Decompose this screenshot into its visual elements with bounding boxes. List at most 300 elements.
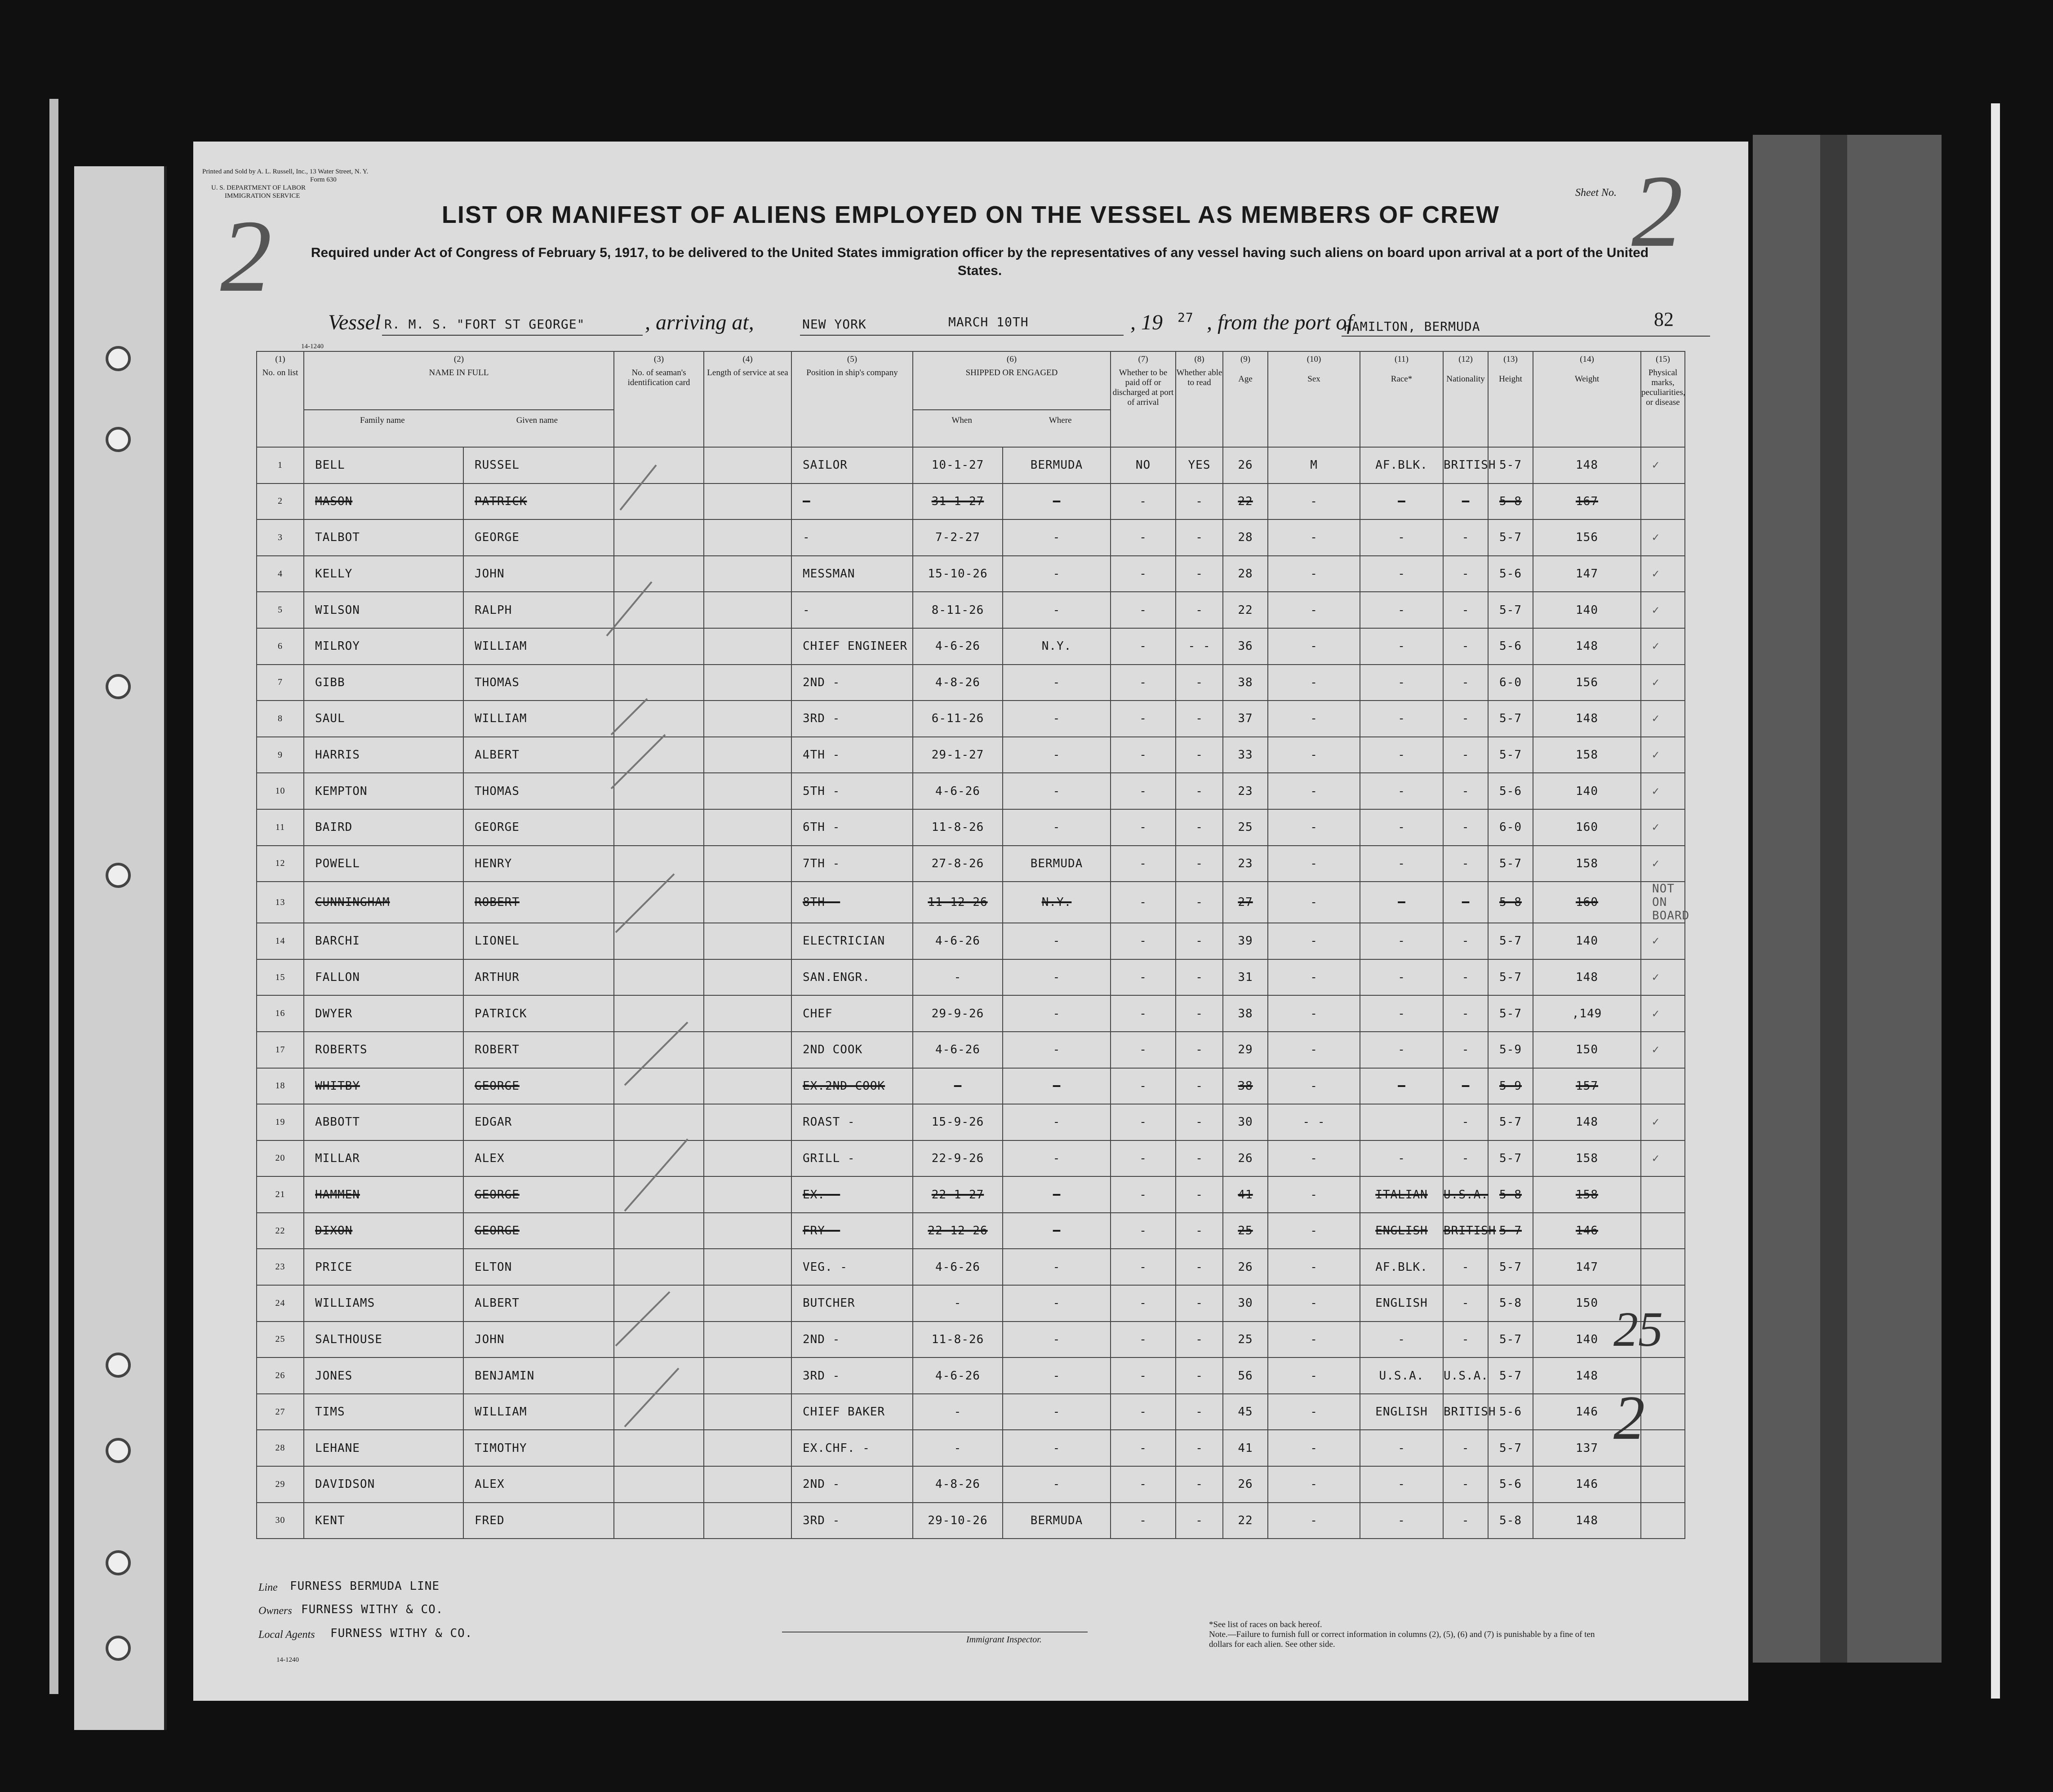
row-number: 28 xyxy=(257,1430,304,1466)
family-name: HAMMEN xyxy=(304,1176,463,1213)
row-number: 30 xyxy=(257,1503,304,1539)
physical-marks: ✓ xyxy=(1641,995,1685,1032)
physical-marks: ✓ xyxy=(1641,959,1685,996)
shipped-where: - xyxy=(1003,1213,1111,1249)
weight: 140 xyxy=(1533,592,1641,628)
row-number: 14 xyxy=(257,923,304,959)
able-to-read: - xyxy=(1176,882,1223,923)
age: 25 xyxy=(1223,809,1268,846)
position: FRY - xyxy=(791,1213,913,1249)
table-row xyxy=(257,809,1685,846)
paid-off: - xyxy=(1111,882,1176,923)
given-name: RUSSEL xyxy=(463,447,614,483)
sex: - xyxy=(1268,1032,1360,1068)
agents-value: FURNESS WITHY & CO. xyxy=(330,1627,473,1640)
physical-marks xyxy=(1641,1176,1685,1213)
age: 26 xyxy=(1223,1140,1268,1177)
given-name: WILLIAM xyxy=(463,1394,614,1430)
age: 31 xyxy=(1223,959,1268,996)
crew-table-body xyxy=(257,447,1690,1539)
punch-hole xyxy=(106,1353,131,1378)
paid-off: - xyxy=(1111,1285,1176,1322)
table-row xyxy=(257,737,1685,773)
sex: - xyxy=(1268,1466,1360,1503)
row-number: 13 xyxy=(257,882,304,923)
binder-strip xyxy=(74,166,167,1730)
height: 5-6 xyxy=(1488,556,1533,592)
position: 8TH - xyxy=(791,882,913,923)
age: 38 xyxy=(1223,995,1268,1032)
able-to-read: - xyxy=(1176,592,1223,628)
given-name: RALPH xyxy=(463,592,614,628)
family-name: TIMS xyxy=(304,1394,463,1430)
family-name: JONES xyxy=(304,1357,463,1394)
year-prefix: , 19 xyxy=(1130,310,1163,334)
family-name: GIBB xyxy=(304,665,463,701)
shipped-where: - xyxy=(1003,592,1111,628)
table-row xyxy=(257,1176,1685,1213)
nationality: U.S.A. xyxy=(1443,1176,1488,1213)
position: 3RD - xyxy=(791,1357,913,1394)
family-name: HARRIS xyxy=(304,737,463,773)
row-number: 6 xyxy=(257,628,304,665)
manifest-sheet xyxy=(193,142,1748,1701)
given-name: GEORGE xyxy=(463,1068,614,1104)
family-name: SAUL xyxy=(304,701,463,737)
physical-marks xyxy=(1641,1430,1685,1466)
shipped-when: 31-1-27 xyxy=(913,483,1003,520)
family-name: WILSON xyxy=(304,592,463,628)
row-number: 26 xyxy=(257,1357,304,1394)
table-row xyxy=(257,995,1685,1032)
vessel-name: R. M. S. "FORT ST GEORGE" xyxy=(384,317,585,332)
family-name: WHITBY xyxy=(304,1068,463,1104)
table-row xyxy=(257,665,1685,701)
weight: 148 xyxy=(1533,1357,1641,1394)
table-row xyxy=(257,1140,1685,1177)
col-header-no: (1) No. on list xyxy=(257,351,304,447)
paid-off: - xyxy=(1111,628,1176,665)
given-name: THOMAS xyxy=(463,773,614,809)
weight: 146 xyxy=(1533,1394,1641,1430)
nationality: - xyxy=(1443,592,1488,628)
sex: - xyxy=(1268,701,1360,737)
race: - xyxy=(1360,995,1443,1032)
paid-off: - xyxy=(1111,1357,1176,1394)
height: 5-8 xyxy=(1488,882,1533,923)
given-name: ALBERT xyxy=(463,1285,614,1322)
col-header-where: Where xyxy=(1049,416,1072,425)
physical-marks xyxy=(1641,1466,1685,1503)
department-label: U. S. DEPARTMENT OF LABOR xyxy=(211,184,306,191)
nationality: - xyxy=(1443,1322,1488,1358)
paid-off: - xyxy=(1111,737,1176,773)
given-name: WILLIAM xyxy=(463,701,614,737)
row-number: 16 xyxy=(257,995,304,1032)
shipped-when: 4-6-26 xyxy=(913,773,1003,809)
age: 41 xyxy=(1223,1176,1268,1213)
given-name: ALBERT xyxy=(463,737,614,773)
family-name: KELLY xyxy=(304,556,463,592)
able-to-read: - xyxy=(1176,959,1223,996)
weight: 140 xyxy=(1533,773,1641,809)
able-to-read: - xyxy=(1176,1032,1223,1068)
position: ROAST - xyxy=(791,1104,913,1140)
sex: - xyxy=(1268,1394,1360,1430)
weight: 147 xyxy=(1533,556,1641,592)
family-name: ABBOTT xyxy=(304,1104,463,1140)
race: - xyxy=(1360,592,1443,628)
given-name: ALEX xyxy=(463,1140,614,1177)
table-row xyxy=(257,1394,1685,1430)
table-row xyxy=(257,846,1685,882)
race: - xyxy=(1360,665,1443,701)
shipped-where: - xyxy=(1003,1357,1111,1394)
shipped-when: 27-8-26 xyxy=(913,846,1003,882)
nationality: - xyxy=(1443,665,1488,701)
age: 25 xyxy=(1223,1322,1268,1358)
sex: - xyxy=(1268,1503,1360,1539)
paid-off: - xyxy=(1111,1430,1176,1466)
arrival-port: NEW YORK xyxy=(802,317,867,332)
shipped-where: N.Y. xyxy=(1003,628,1111,665)
age: 27 xyxy=(1223,882,1268,923)
row-number: 19 xyxy=(257,1104,304,1140)
shipped-where: - xyxy=(1003,1140,1111,1177)
shipped-where: BERMUDA xyxy=(1003,1503,1111,1539)
paid-off: - xyxy=(1111,1503,1176,1539)
physical-marks: ✓ xyxy=(1641,592,1685,628)
given-name: ROBERT xyxy=(463,882,614,923)
position: EX. - xyxy=(791,1176,913,1213)
family-name: DAVIDSON xyxy=(304,1466,463,1503)
height: 5-7 xyxy=(1488,1430,1533,1466)
nationality: - xyxy=(1443,628,1488,665)
races-note: *See list of races on back hereof. xyxy=(1209,1620,1322,1629)
age: 22 xyxy=(1223,592,1268,628)
nationality: - xyxy=(1443,1466,1488,1503)
able-to-read: - xyxy=(1176,1176,1223,1213)
handwritten-sheet-number-left: 2 xyxy=(220,199,272,313)
weight: 140 xyxy=(1533,923,1641,959)
race: - xyxy=(1360,1466,1443,1503)
col-header-family: Family name xyxy=(360,416,405,425)
weight: 148 xyxy=(1533,1104,1641,1140)
table-row xyxy=(257,773,1685,809)
table-row xyxy=(257,1213,1685,1249)
agents-label: Local Agents xyxy=(258,1629,315,1641)
paid-off: - xyxy=(1111,1068,1176,1104)
age: 37 xyxy=(1223,701,1268,737)
sex: - xyxy=(1268,995,1360,1032)
able-to-read: - xyxy=(1176,1249,1223,1285)
col-header-sex: (10) Sex xyxy=(1268,351,1360,447)
shipped-where: - xyxy=(1003,1249,1111,1285)
row-number: 22 xyxy=(257,1213,304,1249)
nationality: BRITISH xyxy=(1443,1394,1488,1430)
nationality: - xyxy=(1443,1140,1488,1177)
weight: 167 xyxy=(1533,483,1641,520)
scan-edge-right-bar xyxy=(1991,103,2000,1699)
position: CHIEF BAKER xyxy=(791,1394,913,1430)
paid-off: - xyxy=(1111,923,1176,959)
age: 56 xyxy=(1223,1357,1268,1394)
race: - xyxy=(1360,1032,1443,1068)
nationality: - xyxy=(1443,519,1488,556)
physical-marks: ✓ xyxy=(1641,846,1685,882)
punch-hole xyxy=(106,346,131,371)
position: SAN.ENGR. xyxy=(791,959,913,996)
age: 30 xyxy=(1223,1285,1268,1322)
punch-hole xyxy=(106,1550,131,1575)
age: 26 xyxy=(1223,447,1268,483)
age: 26 xyxy=(1223,1249,1268,1285)
age: 36 xyxy=(1223,628,1268,665)
weight: 158 xyxy=(1533,737,1641,773)
race xyxy=(1360,1104,1443,1140)
paid-off: - xyxy=(1111,1249,1176,1285)
shipped-where: - xyxy=(1003,483,1111,520)
able-to-read: - xyxy=(1176,1285,1223,1322)
shipped-where: - xyxy=(1003,1466,1111,1503)
sex: M xyxy=(1268,447,1360,483)
weight: 146 xyxy=(1533,1466,1641,1503)
weight: 148 xyxy=(1533,701,1641,737)
table-row xyxy=(257,628,1685,665)
weight: 158 xyxy=(1533,1176,1641,1213)
position: CHIEF ENGINEER xyxy=(791,628,913,665)
row-number: 27 xyxy=(257,1394,304,1430)
handwritten-sheet-number-right: 2 xyxy=(1631,154,1683,268)
given-name: GEORGE xyxy=(463,1213,614,1249)
race: U.S.A. xyxy=(1360,1357,1443,1394)
paid-off: - xyxy=(1111,556,1176,592)
sex: - xyxy=(1268,1213,1360,1249)
departure-underline xyxy=(1342,336,1710,337)
nationality: - xyxy=(1443,1249,1488,1285)
age: 39 xyxy=(1223,923,1268,959)
nationality: - xyxy=(1443,1430,1488,1466)
paid-off: - xyxy=(1111,1466,1176,1503)
weight: 158 xyxy=(1533,1140,1641,1177)
nationality: - xyxy=(1443,959,1488,996)
able-to-read: - xyxy=(1176,1068,1223,1104)
table-row xyxy=(257,1503,1685,1539)
row-number: 20 xyxy=(257,1140,304,1177)
race: - xyxy=(1360,1503,1443,1539)
height: 6-0 xyxy=(1488,809,1533,846)
age: 29 xyxy=(1223,1032,1268,1068)
id-card-cell xyxy=(614,1503,704,1539)
col-header-id-card: (3) No. of seaman's identification card xyxy=(614,351,704,447)
paid-off: - xyxy=(1111,846,1176,882)
position: 4TH - xyxy=(791,737,913,773)
given-name: GEORGE xyxy=(463,519,614,556)
weight: 157 xyxy=(1533,1068,1641,1104)
height: 5-9 xyxy=(1488,1068,1533,1104)
position: ELECTRICIAN xyxy=(791,923,913,959)
col-header-height: (13) Height xyxy=(1488,351,1533,447)
physical-marks: ✓ xyxy=(1641,1104,1685,1140)
height: 5-8 xyxy=(1488,483,1533,520)
sex: - - xyxy=(1268,1104,1360,1140)
manifest-subtitle: Required under Act of Congress of February 5, 1917, to be delivered to the United States immigration officer by the representatives of any vessel having such aliens on board upon arrival at a port of the United States. xyxy=(311,245,1649,278)
nationality: - xyxy=(1443,1104,1488,1140)
col-header-service: (4) Length of service at sea xyxy=(704,351,791,447)
nationality: BRITISH xyxy=(1443,447,1488,483)
able-to-read: - xyxy=(1176,809,1223,846)
owners-label: Owners xyxy=(258,1605,292,1617)
paid-off: - xyxy=(1111,1176,1176,1213)
table-row xyxy=(257,1357,1685,1394)
table-row xyxy=(257,1068,1685,1104)
physical-marks: ✓ xyxy=(1641,1140,1685,1177)
given-name: BENJAMIN xyxy=(463,1357,614,1394)
shipped-where: - xyxy=(1003,1322,1111,1358)
physical-marks: ✓ xyxy=(1641,519,1685,556)
position: 2ND - xyxy=(791,1322,913,1358)
shipped-where: - xyxy=(1003,1104,1111,1140)
row-number: 10 xyxy=(257,773,304,809)
family-name: KENT xyxy=(304,1503,463,1539)
position: 6TH - xyxy=(791,809,913,846)
vessel-label: Vessel xyxy=(328,310,381,334)
family-name: MASON xyxy=(304,483,463,520)
physical-marks: ✓ xyxy=(1641,628,1685,665)
physical-marks xyxy=(1641,1394,1685,1430)
shipped-when: 15-10-26 xyxy=(913,556,1003,592)
race: - xyxy=(1360,1430,1443,1466)
nationality: - xyxy=(1443,1503,1488,1539)
sex: - xyxy=(1268,1249,1360,1285)
col-header-when: When xyxy=(951,416,972,425)
able-to-read: - xyxy=(1176,1466,1223,1503)
height: 5-7 xyxy=(1488,1213,1533,1249)
race: AF.BLK. xyxy=(1360,1249,1443,1285)
shipped-when: 7-2-27 xyxy=(913,519,1003,556)
paid-off: - xyxy=(1111,1032,1176,1068)
printer-line: Printed and Sold by A. L. Russell, Inc., 13 Water Street, N. Y. xyxy=(202,168,369,175)
sex: - xyxy=(1268,846,1360,882)
shipped-when: 22-9-26 xyxy=(913,1140,1003,1177)
position: - xyxy=(791,519,913,556)
row-number: 5 xyxy=(257,592,304,628)
position: 7TH - xyxy=(791,846,913,882)
physical-marks xyxy=(1641,1357,1685,1394)
sex: - xyxy=(1268,1285,1360,1322)
nationality: - xyxy=(1443,809,1488,846)
paid-off: - xyxy=(1111,1394,1176,1430)
row-number: 7 xyxy=(257,665,304,701)
shipped-when: 4-6-26 xyxy=(913,1249,1003,1285)
position: BUTCHER xyxy=(791,1285,913,1322)
weight: 140 xyxy=(1533,1322,1641,1358)
shipped-when: 8-11-26 xyxy=(913,592,1003,628)
shipped-when: - xyxy=(913,959,1003,996)
nationality: - xyxy=(1443,1032,1488,1068)
table-row xyxy=(257,447,1685,483)
given-name: LIONEL xyxy=(463,923,614,959)
height: 5-7 xyxy=(1488,1140,1533,1177)
height: 5-7 xyxy=(1488,1357,1533,1394)
age: 28 xyxy=(1223,556,1268,592)
position: 5TH - xyxy=(791,773,913,809)
sex: - xyxy=(1268,592,1360,628)
given-name: HENRY xyxy=(463,846,614,882)
race: AF.BLK. xyxy=(1360,447,1443,483)
shipped-where: - xyxy=(1003,1285,1111,1322)
table-row xyxy=(257,959,1685,996)
nationality: - xyxy=(1443,882,1488,923)
row-number: 24 xyxy=(257,1285,304,1322)
given-name: WILLIAM xyxy=(463,628,614,665)
col-header-race: (11) Race* xyxy=(1360,351,1443,447)
service-length-cell xyxy=(704,1466,791,1503)
race: ENGLISH xyxy=(1360,1213,1443,1249)
col-header-weight: (14) Weight xyxy=(1533,351,1641,447)
age: 22 xyxy=(1223,1503,1268,1539)
row-number: 21 xyxy=(257,1176,304,1213)
page-number: 82 xyxy=(1654,308,1674,330)
age: 45 xyxy=(1223,1394,1268,1430)
table-row xyxy=(257,1322,1685,1358)
col-header-given: Given name xyxy=(516,416,558,425)
able-to-read: - xyxy=(1176,1140,1223,1177)
shipped-when: 4-6-26 xyxy=(913,923,1003,959)
height: 5-6 xyxy=(1488,1394,1533,1430)
row-number: 29 xyxy=(257,1466,304,1503)
table-row xyxy=(257,1430,1685,1466)
physical-marks: ✓ xyxy=(1641,1032,1685,1068)
able-to-read: - xyxy=(1176,1104,1223,1140)
height: 5-8 xyxy=(1488,1285,1533,1322)
table-header-row xyxy=(257,351,1685,447)
date-underline xyxy=(930,335,1124,336)
row-number: 11 xyxy=(257,809,304,846)
weight: 147 xyxy=(1533,1249,1641,1285)
race: ENGLISH xyxy=(1360,1394,1443,1430)
race: - xyxy=(1360,1322,1443,1358)
nationality: - xyxy=(1443,737,1488,773)
sex: - xyxy=(1268,1068,1360,1104)
given-name: ROBERT xyxy=(463,1032,614,1068)
punch-hole xyxy=(106,1438,131,1463)
given-name: GEORGE xyxy=(463,809,614,846)
sex: - xyxy=(1268,628,1360,665)
id-card-tick-marks xyxy=(598,447,733,1436)
weight: 148 xyxy=(1533,628,1641,665)
able-to-read: - xyxy=(1176,1357,1223,1394)
row-number: 1 xyxy=(257,447,304,483)
sex: - xyxy=(1268,1322,1360,1358)
given-name: TIMOTHY xyxy=(463,1430,614,1466)
sex: - xyxy=(1268,882,1360,923)
given-name: PATRICK xyxy=(463,995,614,1032)
race: - xyxy=(1360,519,1443,556)
shipped-when: 29-1-27 xyxy=(913,737,1003,773)
height: 5-7 xyxy=(1488,923,1533,959)
physical-marks xyxy=(1641,1213,1685,1249)
family-name: SALTHOUSE xyxy=(304,1322,463,1358)
paid-off: - xyxy=(1111,809,1176,846)
weight: 148 xyxy=(1533,1503,1641,1539)
sex: - xyxy=(1268,923,1360,959)
table-row xyxy=(257,519,1685,556)
col-header-read: (8) Whether able to read xyxy=(1176,351,1223,447)
sex: - xyxy=(1268,1430,1360,1466)
shipped-when: 10-1-27 xyxy=(913,447,1003,483)
race: ENGLISH xyxy=(1360,1285,1443,1322)
